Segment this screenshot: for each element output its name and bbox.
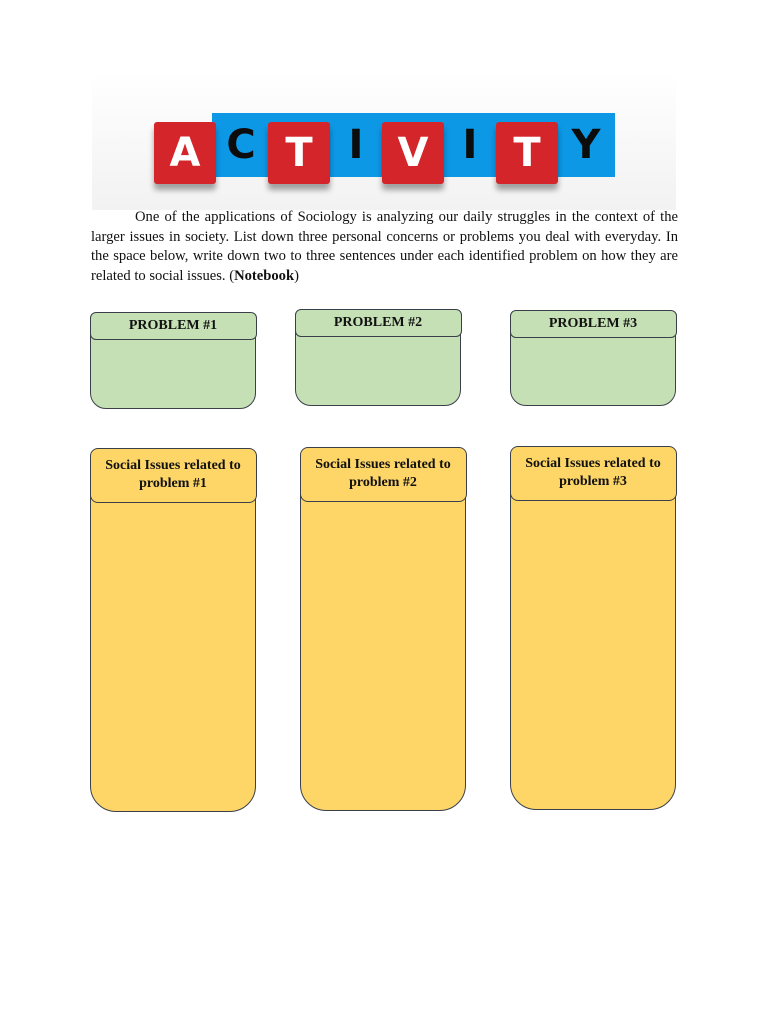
banner-letter-v: V (382, 122, 444, 184)
instructions-paragraph (91, 208, 678, 286)
instructions-text: One of the applications of Sociology is analyzing our daily struggles in the context of the larger issues in society. List down three personal concerns or problems you deal with everyday. In the space below, write down two to three sentences under each identified problem on how they are related to social issues. ( (91, 209, 678, 284)
social-issues-2-box[interactable] (300, 447, 466, 811)
social-issues-3-box[interactable] (510, 446, 676, 810)
problem-3-box[interactable] (510, 310, 676, 406)
problem-3-header: PROBLEM #3 (510, 310, 677, 338)
problem-2-box[interactable] (295, 309, 461, 406)
social-issues-1-header: Social Issues related to problem #1 (90, 448, 257, 503)
problem-1-header: PROBLEM #1 (90, 312, 257, 340)
banner-letter-t-2: T (496, 122, 558, 184)
instructions-closing: ) (294, 267, 299, 284)
banner-letter-i-2: I (462, 122, 478, 168)
problem-2-header: PROBLEM #2 (295, 309, 462, 337)
problem-1-box[interactable] (90, 312, 256, 409)
social-issues-2-header: Social Issues related to problem #2 (300, 447, 467, 502)
banner-letter-a: A (154, 122, 216, 184)
social-issues-1-box[interactable] (90, 448, 256, 812)
social-issues-3-header: Social Issues related to problem #3 (510, 446, 677, 501)
banner-letter-i: I (348, 122, 364, 168)
banner-letter-c: C (226, 122, 256, 168)
banner-letter-y: Y (571, 122, 601, 168)
banner-letter-t: T (268, 122, 330, 184)
notebook-label: Notebook (234, 267, 295, 284)
